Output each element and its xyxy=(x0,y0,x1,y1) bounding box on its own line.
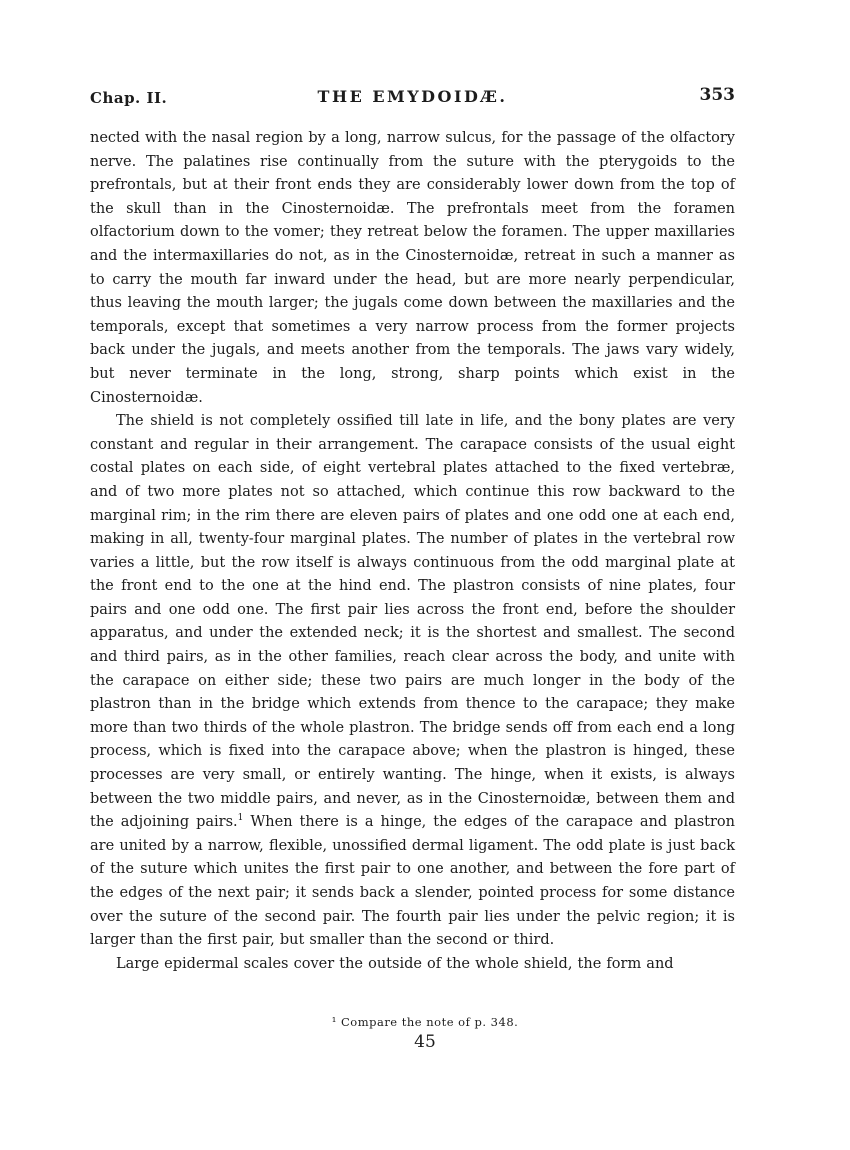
paragraph-shield-text: The shield is not completely ossified till late in life, and the bony plates are very constant and regular in their arrangement. The carapace consists of the usual eight costal plates on each side, of eight vertebral plates attached to the fixed vertebræ, and of two more plates not so attached, which continue this row backward to the marginal rim; in the rim there are eleven pairs of plates and one odd one at each end, making in all, twenty-four marginal plates. The number of plates in the vertebral row varies a little, but the row itself is always continuous from the odd marginal plate at the front end to the one at the hind end. The plastron consists of nine plates, four pairs and one odd one. The first pair lies across the front end, before the shoulder apparatus, and under the extended neck; it is the shortest and smallest. The second and third pairs, as in the other families, reach clear across the body, and unite with the carapace on either side; these two pairs are much longer in the body of the plastron than in the bridge which extends from thence to the carapace; they make more than two thirds of the whole plastron. The bridge sends off from each end a long process, which is fixed into the carapace above; when the plastron is hinged, these processes are very small, or entirely wanting. The hinge, when it exists, is always between the two middle pairs, and never, as in the Cinosternoidæ, between them and the adjoining pairs. xyxy=(90,413,735,831)
footnote-reference: 1 xyxy=(237,813,244,824)
paragraph-shield-continuation: When there is a hinge, the edges of the carapace and plastron are united by a narrow, flexible, unossified dermal ligament. The odd plate is just back of the suture which unites the first pair to one another, and between the fore part of the edges of the next pair; it sends back a slender, pointed process for some distance over the suture of the second pair. The fourth pair lies under the pelvic region; it is larger than the first pair, but smaller than the second or third. xyxy=(90,814,735,949)
page-number: 353 xyxy=(699,85,735,105)
paragraph-scales: Large epidermal scales cover the outside of the whole shield, the form and xyxy=(116,955,674,972)
chapter-label: Chap. II. xyxy=(90,89,168,107)
footnote: ¹ Compare the note of p. 348. xyxy=(331,1015,519,1029)
body-text xyxy=(90,127,735,976)
paragraph-shield xyxy=(90,410,735,953)
running-title: THE EMYDOIDÆ. xyxy=(317,87,508,106)
running-header xyxy=(90,85,735,113)
paragraph-continued: nected with the nasal region by a long, narrow sulcus, for the passage of the olfactory nerve. The palatines rise continually from the suture with the pterygoids to the prefrontals, but at their front ends they are considerably lower down from the top of the skull than in the Cinosternoidæ. The prefrontals meet from the foramen olfactorium down to the vomer; they retreat below the foramen. The upper maxillaries and the intermaxillaries do not, as in the Cinosternoidæ, retreat in such a manner as to carry the mouth far inward under the head, but are more nearly perpendicular, thus leaving the mouth larger; the jugals come down between the maxillaries and the temporals, except that sometimes a very narrow process from the former projects back under the jugals, and meets another from the temporals. The jaws vary widely, but never terminate in the long, strong, sharp points which exist in the Cinosternoidæ. xyxy=(90,130,735,406)
signature-mark: 45 xyxy=(414,1032,436,1052)
